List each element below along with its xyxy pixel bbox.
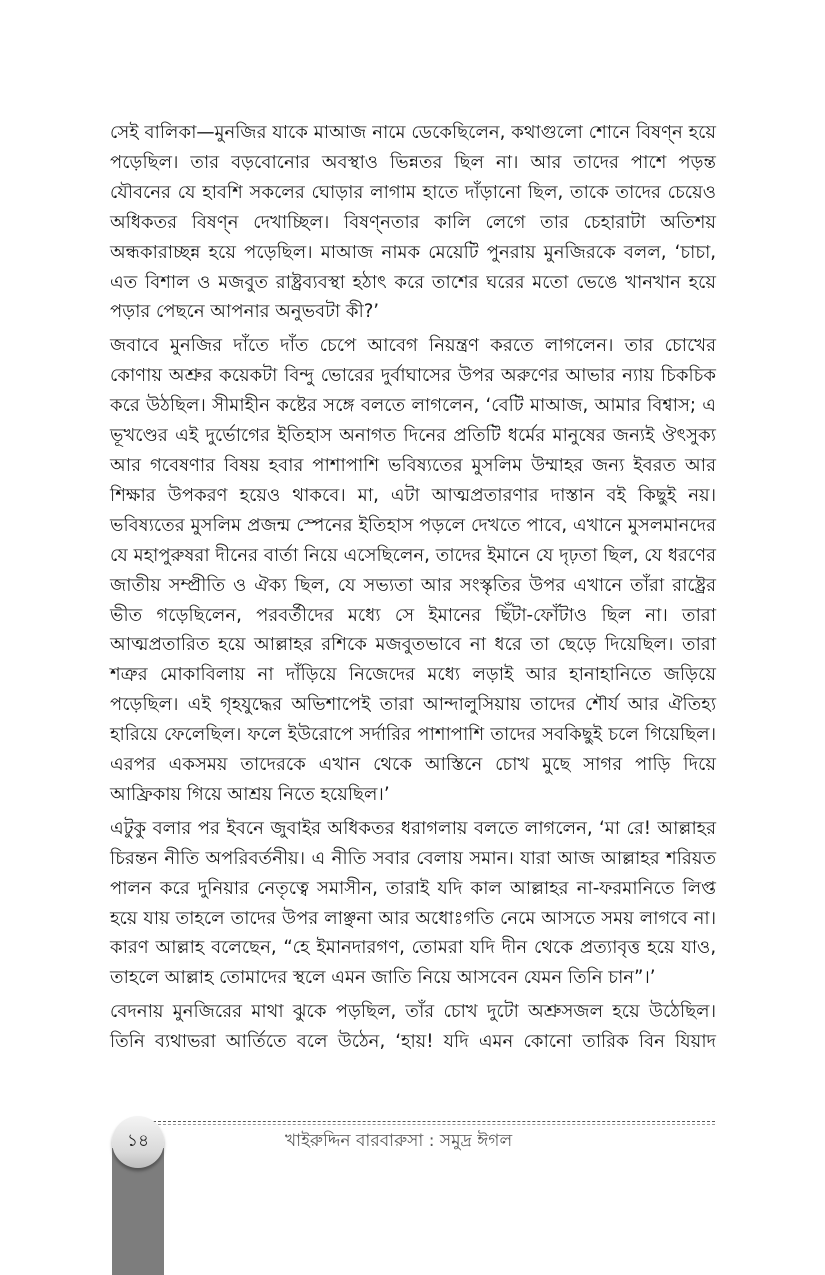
paragraph-2: জবাবে মুনজির দাঁতে দাঁত চেপে আবেগ নিয়ন্ত্রণ করতে লাগলেন। তার চোখের কোণায় অশ্রুর কয়েকটা বিন্দু ভোরের দুর্বাঘাসের উপর অরুণের আভার ন্যায় চিকচিক করে উঠছিল। সীমাহীন কষ্টের সঙ্গে বলতে লাগলেন, ‘বেটি মাআজ, আমার বিশ্বাস; এ ভূখণ্ডের এই দুর্ভোগের ইতিহাস অনাগত দিনের প্রতিটি ধর্মের মানুষের জন্যই ঔৎসুক্য আর গবেষণার বিষয় হবার পাশাপাশি ভবিষ্যতের মুসলিম উম্মাহর জন্য ইবরত আর শিক্ষার উপকরণ হয়েও থাকবে। মা, এটা আত্মপ্রতারণার দাস্তান বই কিছুই নয়। ভবিষ্যতের মুসলিম প্রজন্ম স্পেনের ইতিহাস পড়লে দেখতে পাবে, এখানে মুসলমানদের যে মহাপুরুষরা দীনের বার্তা নিয়ে এসেছিলেন, তাদের ইমানে যে দৃঢ়তা ছিল, যে ধরণের জাতীয় সম্প্রীতি ও ঐক্য ছিল, যে সভ্যতা আর সংস্কৃতির উপর এখানে তাঁরা রাষ্ট্রের ভীত গড়েছিলেন, পরবর্তীদের মধ্যে সে ইমানের ছিঁটা-ফোঁটাও ছিল না। তারা আত্মপ্রতারিত হয়ে আল্লাহর রশিকে মজবুতভাবে না ধরে তা ছেড়ে দিয়েছিল। তারা শত্রুর মোকাবিলায় না দাঁড়িয়ে নিজেদের মধ্যে লড়াই আর হানাহানিতে জড়িয়ে পড়েছিল। এই গৃহযুদ্ধের অভিশাপেই তারা আন্দালুসিয়ায় তাদের শৌর্য আর ঐতিহ্য হারিয়ে ফেলেছিল। ফলে ইউরোপে সর্দারির পাশাপাশি তাদের সবকিছুই চলে গিয়েছিল। এরপর একসময় তাদেরকে এখান থেকে আস্তিনে চোখ মুছে সাগর পাড়ি দিয়ে আফ্রিকায় গিয়ে আশ্রয় নিতে হয়েছিল।’ <box>110 335 716 805</box>
paragraph-3: এটুকু বলার পর ইবনে জুবাইর অধিকতর ধরাগলায় বলতে লাগলেন, ‘মা রে! আল্লাহর চিরন্তন নীতি অপরিবর্তনীয়। এ নীতি সবার বেলায় সমান। যারা আজ আল্লাহর শরিয়ত পালন করে দুনিয়ার নেতৃত্বে সমাসীন, তারাই যদি কাল আল্লাহর না-ফরমানিতে লিপ্ত হয়ে যায় তাহলে তাদের উপর লাঞ্ছনা আর অধোঃগতি নেমে আসতে সময় লাগবে না। কারণ আল্লাহ বলেছেন, “হে ইমানদারগণ, তোমরা যদি দীন থেকে প্রত্যাবৃত্ত হয়ে যাও, তাহলে আল্লাহ তোমাদের স্থলে এমন জাতি নিয়ে আসবেন যেমন তিনি চান”।’ <box>110 817 716 989</box>
paragraph-4: বেদনায় মুনজিরের মাথা ঝুকে পড়ছিল, তাঁর চোখ দুটো অশ্রুসজল হয়ে উঠেছিল। তিনি ব্যথাভরা আর্তিতে বলে উঠেন, ‘হায়! যদি এমন কোনো তারিক বিন যিয়াদ <box>110 1001 716 1053</box>
page-body <box>110 118 716 1061</box>
paragraph-1: সেই বালিকা—মুনজির যাকে মাআজ নামে ডেকেছিলেন, কথাগুলো শোনে বিষণ্ন হয়ে পড়েছিল। তার বড়বোনোর অবস্থাও ভিন্নতর ছিল না। আর তাদের পাশে পড়ন্ত যৌবনের যে হাবশি সকলের ঘোড়ার লাগাম হাতে দাঁড়ানো ছিল, তাকে তাদের চেয়েও অধিকতর বিষণ্ন দেখাচ্ছিল। বিষণ্নতার কালি লেগে তার চেহারাটা অতিশয় অন্ধকারাচ্ছন্ন হয়ে পড়েছিল। মাআজ নামক মেয়েটি পুনরায় মুনজিরকে বলল, ‘চাচা, এত বিশাল ও মজবুত রাষ্ট্রব্যবস্থা হঠাৎ করে তাশের ঘরের মতো ভেঙে খানখান হয়ে পড়ার পেছনে আপনার অনুভবটা কী?’ <box>110 122 716 323</box>
page-number-badge <box>112 1116 164 1168</box>
footer-divider <box>143 1121 715 1122</box>
footer-divider-shadow <box>143 1124 715 1125</box>
running-title: খাইরুদ্দিন বারবারুসা : সমুদ্র ঈগল <box>285 1131 513 1151</box>
page-number: ১৪ <box>126 1131 150 1151</box>
